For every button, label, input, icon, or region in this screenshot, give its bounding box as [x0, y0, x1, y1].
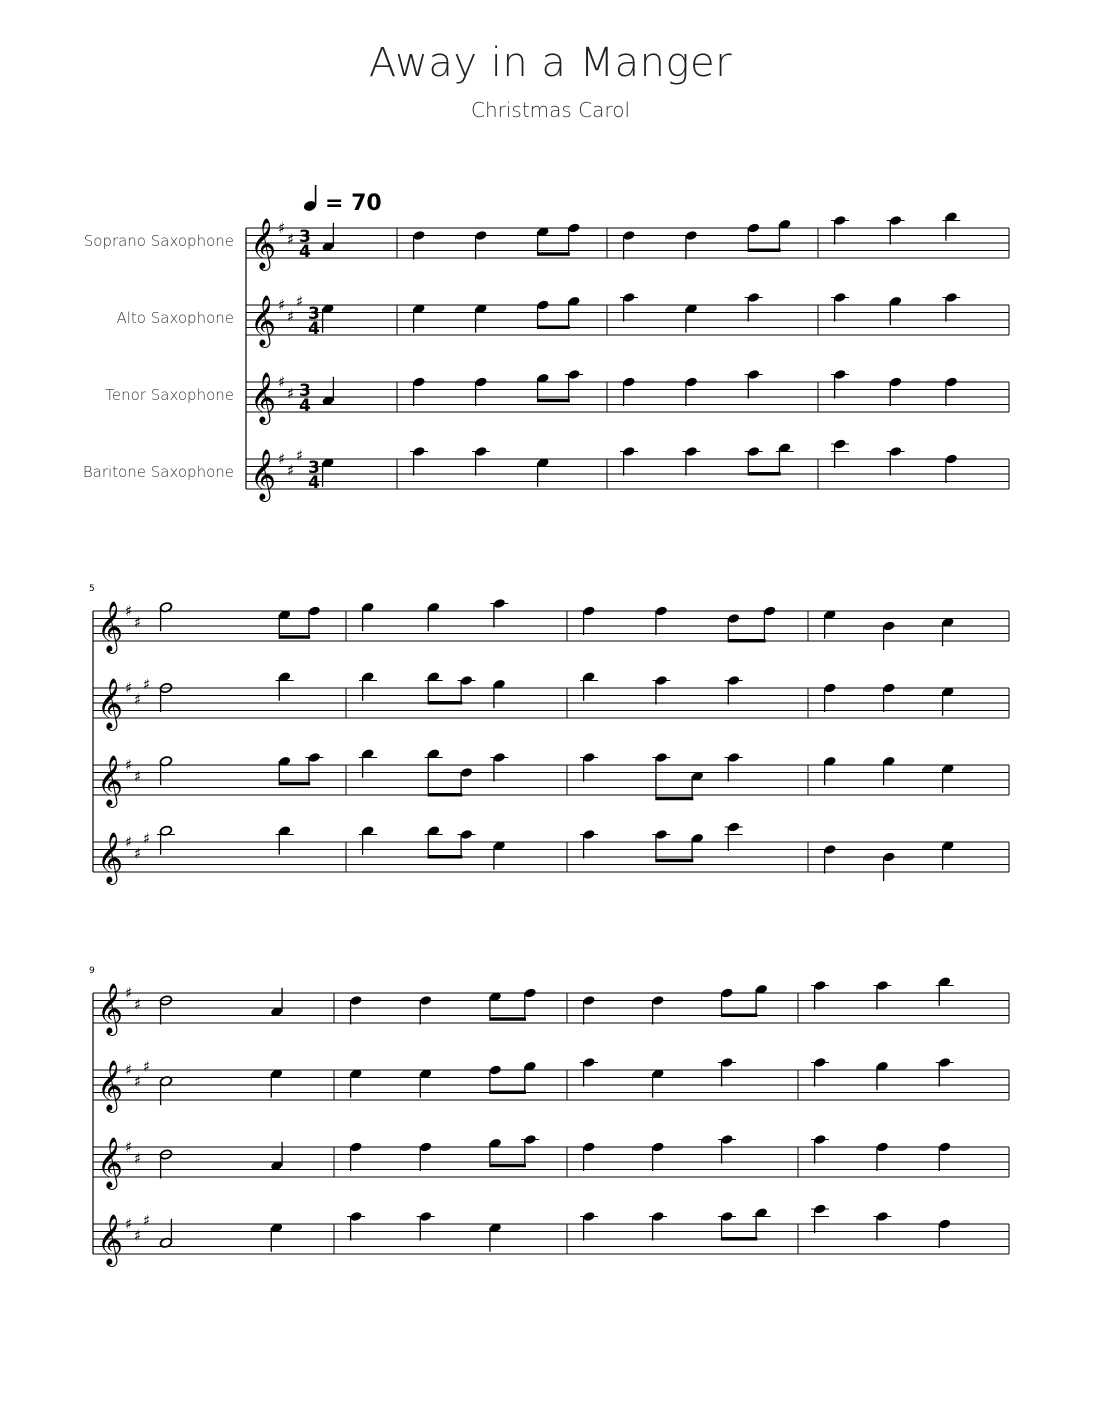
quarter-note: [882, 851, 895, 862]
sharp-icon: ♯: [143, 829, 151, 848]
instrument-label: Tenor Saxophone: [105, 386, 234, 404]
measure: [157, 825, 294, 855]
measure: [831, 438, 958, 483]
beam: [748, 249, 780, 253]
sharp-icon: ♯: [143, 675, 151, 694]
staff-2: [116, 292, 1009, 348]
quarter-note: [474, 446, 487, 457]
quarter-note: [876, 1141, 889, 1152]
quarter-note: [833, 438, 846, 449]
quarter-note: [938, 1218, 951, 1229]
quarter-note: [876, 1211, 889, 1222]
quarter-note: [419, 1141, 432, 1152]
staff-3: [93, 1134, 1009, 1190]
quarter-note: [349, 1211, 362, 1222]
quarter-note: [651, 995, 664, 1006]
quarter-note: [412, 376, 425, 387]
eighth-note: [763, 605, 776, 616]
quarter-note: [823, 844, 836, 855]
quarter-note: [945, 376, 958, 387]
measure: [823, 840, 954, 881]
measure: [823, 609, 954, 650]
beam: [656, 859, 693, 863]
sharp-icon: ♯: [296, 446, 304, 465]
measure: [412, 369, 583, 406]
sharp-icon: ♯: [125, 1061, 133, 1079]
measure-number: 5: [89, 584, 95, 594]
measure: [811, 1134, 951, 1171]
beam: [279, 782, 310, 786]
sharp-icon: ♯: [143, 1057, 151, 1076]
system-3: [89, 966, 1009, 1267]
quarter-note: [938, 1057, 951, 1068]
quarter-note: [582, 829, 595, 840]
measure: [321, 223, 334, 253]
time-signature-bottom: 4: [299, 396, 311, 416]
sharp-icon: ♯: [278, 450, 286, 468]
beam: [279, 635, 310, 639]
measure: [359, 825, 506, 870]
measure: [831, 369, 958, 406]
sharp-icon: ♯: [287, 307, 295, 326]
staff-1: [84, 211, 1009, 271]
sharp-icon: ♯: [287, 461, 295, 480]
sharp-icon: ♯: [278, 373, 286, 391]
beam: [728, 639, 765, 643]
staff-3: [105, 369, 1009, 425]
quarter-note: [813, 1057, 826, 1068]
system-1: [83, 211, 1009, 502]
sharp-icon: ♯: [134, 844, 142, 863]
beam: [538, 399, 570, 403]
sharp-icon: ♯: [296, 292, 304, 311]
time-signature-bottom: 4: [308, 319, 320, 339]
staff-2: [93, 671, 1009, 731]
quarter-note: [419, 995, 432, 1006]
quarter-note: [889, 376, 902, 387]
quarter-note: [651, 1211, 664, 1222]
time-signature-top: 3: [299, 381, 311, 401]
treble-clef-icon: 𝄞: [250, 295, 277, 346]
measure: [622, 219, 791, 260]
quarter-note: [685, 446, 698, 457]
beam: [428, 793, 462, 797]
quarter-note: [889, 446, 902, 457]
system-2: [89, 584, 1009, 885]
quarter-note: [349, 995, 362, 1006]
measure: [321, 377, 334, 407]
eighth-note: [567, 222, 580, 233]
treble-clef-icon: 𝄞: [97, 983, 124, 1034]
eighth-note: [567, 369, 580, 380]
measure: [622, 369, 762, 406]
treble-clef-icon: 𝄞: [97, 1137, 124, 1188]
sharp-icon: ♯: [278, 219, 286, 237]
treble-clef-icon: 𝄞: [250, 372, 277, 423]
measure-number: 9: [89, 966, 95, 976]
eighth-note: [747, 446, 760, 457]
quarter-note: [833, 215, 846, 226]
eighth-note: [720, 987, 733, 998]
sharp-icon: ♯: [125, 756, 133, 774]
beam: [748, 472, 780, 476]
quarter-note: [727, 752, 740, 763]
sharp-icon: ♯: [134, 613, 142, 632]
quarter-note: [655, 605, 668, 616]
quarter-note: [582, 605, 595, 616]
quarter-note: [747, 292, 760, 303]
beam: [538, 252, 570, 256]
quarter-note: [622, 292, 635, 303]
measure: [321, 303, 334, 333]
treble-clef-icon: 𝄞: [250, 449, 277, 500]
beam: [722, 1237, 758, 1241]
eighth-note: [720, 1211, 733, 1222]
time-signature-top: 3: [299, 227, 311, 247]
quarter-note: [651, 1141, 664, 1152]
sharp-icon: ♯: [125, 679, 133, 697]
eighth-note: [308, 752, 321, 763]
eighth-note: [536, 299, 549, 310]
quarter-note: [938, 1141, 951, 1152]
staff-3: [93, 748, 1009, 808]
measure: [580, 752, 743, 800]
measure: [321, 457, 334, 487]
time-signature-top: 3: [308, 458, 320, 478]
measure: [582, 984, 768, 1025]
staff-4: [83, 438, 1009, 502]
measure: [349, 1134, 539, 1171]
measure: [811, 1203, 951, 1248]
time-signature-top: 3: [308, 304, 320, 324]
treble-clef-icon: 𝄞: [97, 678, 124, 729]
eighth-note: [460, 829, 473, 840]
sharp-icon: ♯: [278, 296, 286, 314]
quarter-note: [474, 230, 487, 241]
eighth-note: [747, 222, 760, 233]
quarter-note: [493, 752, 506, 763]
quarter-note: [813, 1134, 826, 1145]
score-subtitle: Christmas Carol: [471, 98, 630, 122]
beam: [538, 326, 570, 330]
quarter-note: [727, 675, 740, 686]
instrument-label: Alto Saxophone: [116, 309, 234, 327]
eighth-note: [524, 987, 537, 998]
quarter-note: [945, 453, 958, 464]
sharp-icon: ♯: [134, 1226, 142, 1245]
sharp-icon: ♯: [125, 1215, 133, 1233]
quarter-note: [582, 752, 595, 763]
tempo-marking: [303, 185, 382, 216]
sharp-icon: ♯: [134, 1072, 142, 1091]
quarter-note: [720, 1057, 733, 1068]
quarter-note: [582, 1211, 595, 1222]
eighth-note: [655, 829, 668, 840]
staff-1: [93, 598, 1009, 654]
beam: [490, 1091, 526, 1095]
measure: [582, 1134, 736, 1171]
score-title: Away in a Manger: [368, 40, 733, 86]
quarter-note: [813, 980, 826, 991]
staff-4: [93, 1203, 1009, 1267]
treble-clef-icon: 𝄞: [97, 601, 124, 652]
quarter-note: [823, 682, 836, 693]
sharp-icon: ♯: [134, 995, 142, 1014]
eighth-note: [460, 675, 473, 686]
sharp-icon: ♯: [134, 690, 142, 709]
time-signature-bottom: 4: [308, 473, 320, 493]
tempo-text: = 70: [325, 191, 382, 216]
quarter-note: [833, 369, 846, 380]
sharp-icon: ♯: [143, 1211, 151, 1230]
eighth-note: [308, 605, 321, 616]
quarter-note: [412, 230, 425, 241]
quarter-note: [945, 292, 958, 303]
treble-clef-icon: 𝄞: [97, 755, 124, 806]
sharp-icon: ♯: [125, 833, 133, 851]
measure: [159, 671, 293, 712]
eighth-note: [655, 752, 668, 763]
quarter-note: [882, 620, 895, 631]
beam: [490, 1164, 526, 1168]
quarter-note: [685, 376, 698, 387]
quarter-note: [720, 1134, 733, 1145]
sharp-icon: ♯: [287, 384, 295, 403]
staff-2: [93, 1057, 1009, 1113]
staff-4: [93, 821, 1009, 885]
quarter-note: [493, 598, 506, 609]
eighth-note: [727, 613, 740, 624]
quarter-note: [582, 1057, 595, 1068]
eighth-note: [524, 1134, 537, 1145]
quarter-note: [412, 446, 425, 457]
treble-clef-icon: 𝄞: [250, 218, 277, 269]
quarter-note: [813, 1203, 826, 1214]
quarter-note: [685, 230, 698, 241]
beam: [428, 855, 462, 859]
quarter-note: [622, 230, 635, 241]
quarter-note: [474, 376, 487, 387]
beam: [490, 1017, 526, 1021]
quarter-note: [876, 980, 889, 991]
sharp-icon: ♯: [134, 767, 142, 786]
quarter-note: [833, 292, 846, 303]
quarter-note: [622, 446, 635, 457]
quarter-note: [349, 1141, 362, 1152]
sharp-icon: ♯: [125, 1138, 133, 1156]
beam: [428, 701, 462, 705]
quarter-note: [655, 675, 668, 686]
sharp-icon: ♯: [287, 230, 295, 249]
quarter-note: [582, 1141, 595, 1152]
quarter-note: [582, 995, 595, 1006]
instrument-label: Baritone Saxophone: [82, 463, 234, 481]
quarter-note: [889, 215, 902, 226]
beam: [722, 1014, 758, 1018]
treble-clef-icon: 𝄞: [97, 832, 124, 883]
sharp-icon: ♯: [125, 602, 133, 620]
sharp-icon: ♯: [134, 1149, 142, 1168]
eighth-note: [489, 1064, 502, 1075]
eighth-note: [460, 767, 473, 778]
quarter-note: [882, 682, 895, 693]
treble-clef-icon: 𝄞: [97, 1214, 124, 1265]
quarter-note: [747, 369, 760, 380]
quarter-note: [419, 1211, 432, 1222]
sharp-icon: ♯: [125, 984, 133, 1002]
beam: [656, 797, 693, 801]
time-signature-bottom: 4: [299, 242, 311, 262]
instrument-label: Soprano Saxophone: [83, 232, 234, 250]
quarter-note: [622, 376, 635, 387]
staff-1: [93, 976, 1009, 1036]
treble-clef-icon: 𝄞: [97, 1060, 124, 1111]
quarter-note: [727, 821, 740, 832]
